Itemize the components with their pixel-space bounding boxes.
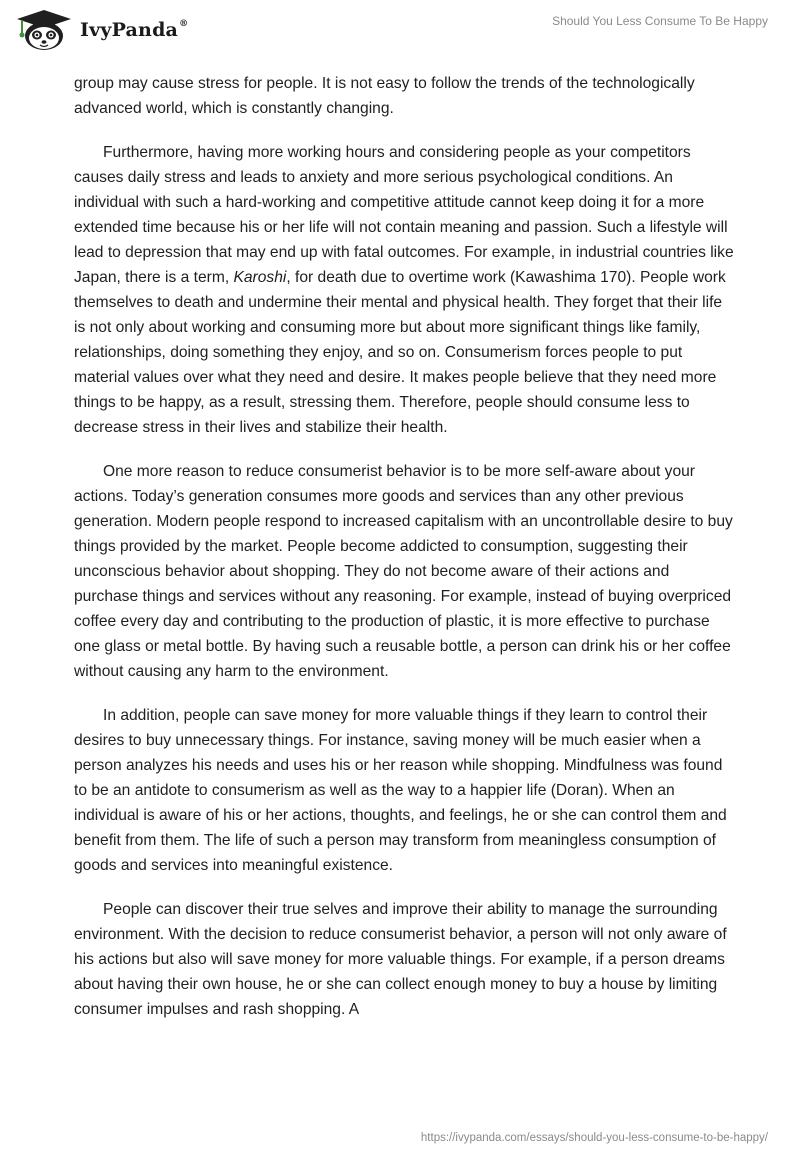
paragraph-2-text-a: Furthermore, having more working hours and considering people as your competitors causes daily stress and leads to anxiety and more serious psychological conditions. An individual with such a hard-working and competitive attitude cannot keep doing it for a more extended time because his or her life will not contain meaning and passion. Such a lifestyle will lead to depression that may end up with fatal outcomes. For example, in industrial countries like Japan, there is a term, xyxy=(74,144,734,286)
page-header xyxy=(0,0,800,60)
paragraph-3: One more reason to reduce consumerist behavior is to be more self-aware about your actions. Today’s generation consumes more goods and services than any other previous generation. Modern people respond to increased capitalism with an uncontrollable desire to buy things provided by the market. People become addicted to consumption, suggesting their unconscious behavior about shopping. They do not become aware of their actions and purchase things and services without any reasoning. For example, instead of buying overpriced coffee every day and contributing to the production of plastic, it is more effective to purchase one glass or metal bottle. By having such a reusable bottle, a person can drink his or her coffee without causing any harm to the environment. xyxy=(74,463,733,680)
source-url[interactable]: https://ivypanda.com/essays/should-you-less-consume-to-be-happy/ xyxy=(420,1132,768,1144)
paragraph-4: In addition, people can save money for more valuable things if they learn to control their desires to buy unnecessary things. For instance, saving money will be much easier when a person analyzes his needs and uses his or her reason while shopping. Mindfulness was found to be an antidote to consumerism as well as the way to a happier life (Doran). When an individual is aware of his or her actions, thoughts, and feelings, he or she can control them and benefit from them. The life of such a person may transform from meaningless consumption of goods and services into meaningful existence. xyxy=(74,707,727,874)
paragraph-2 xyxy=(74,140,734,440)
essay-body xyxy=(74,71,734,1041)
document-title: Should You Less Consume To Be Happy xyxy=(552,14,768,28)
paragraph-2-text-b: , for death due to overtime work (Kawashima 170). People work themselves to death and undermine their mental and physical health. They forget that their life is not only about working and consuming more but about more significant things like family, relationships, doing something they enjoy, and so on. Consumerism forces people to put material values over what they need and desire. It makes people believe that they need more things to be happy, as a result, stressing them. Therefore, people should consume less to decrease stress in their lives and stabilize their health. xyxy=(74,269,726,436)
paragraph-5: People can discover their true selves and improve their ability to manage the surrounding environment. With the decision to reduce consumerist behavior, a person will not only aware of his actions but also will save money for more valuable things. For example, if a person dreams about having their own house, he or she can collect enough money to buy a house by limiting consumer impulses and rash shopping. A xyxy=(74,901,727,1018)
brand-logo[interactable] xyxy=(14,9,188,51)
karoshi-term: Karoshi xyxy=(233,269,287,286)
paragraph-1: group may cause stress for people. It is not easy to follow the trends of the technologically advanced world, which is constantly changing. xyxy=(74,75,695,117)
panda-logo-icon xyxy=(14,9,74,51)
brand-name: IvyPanda® xyxy=(80,18,189,41)
